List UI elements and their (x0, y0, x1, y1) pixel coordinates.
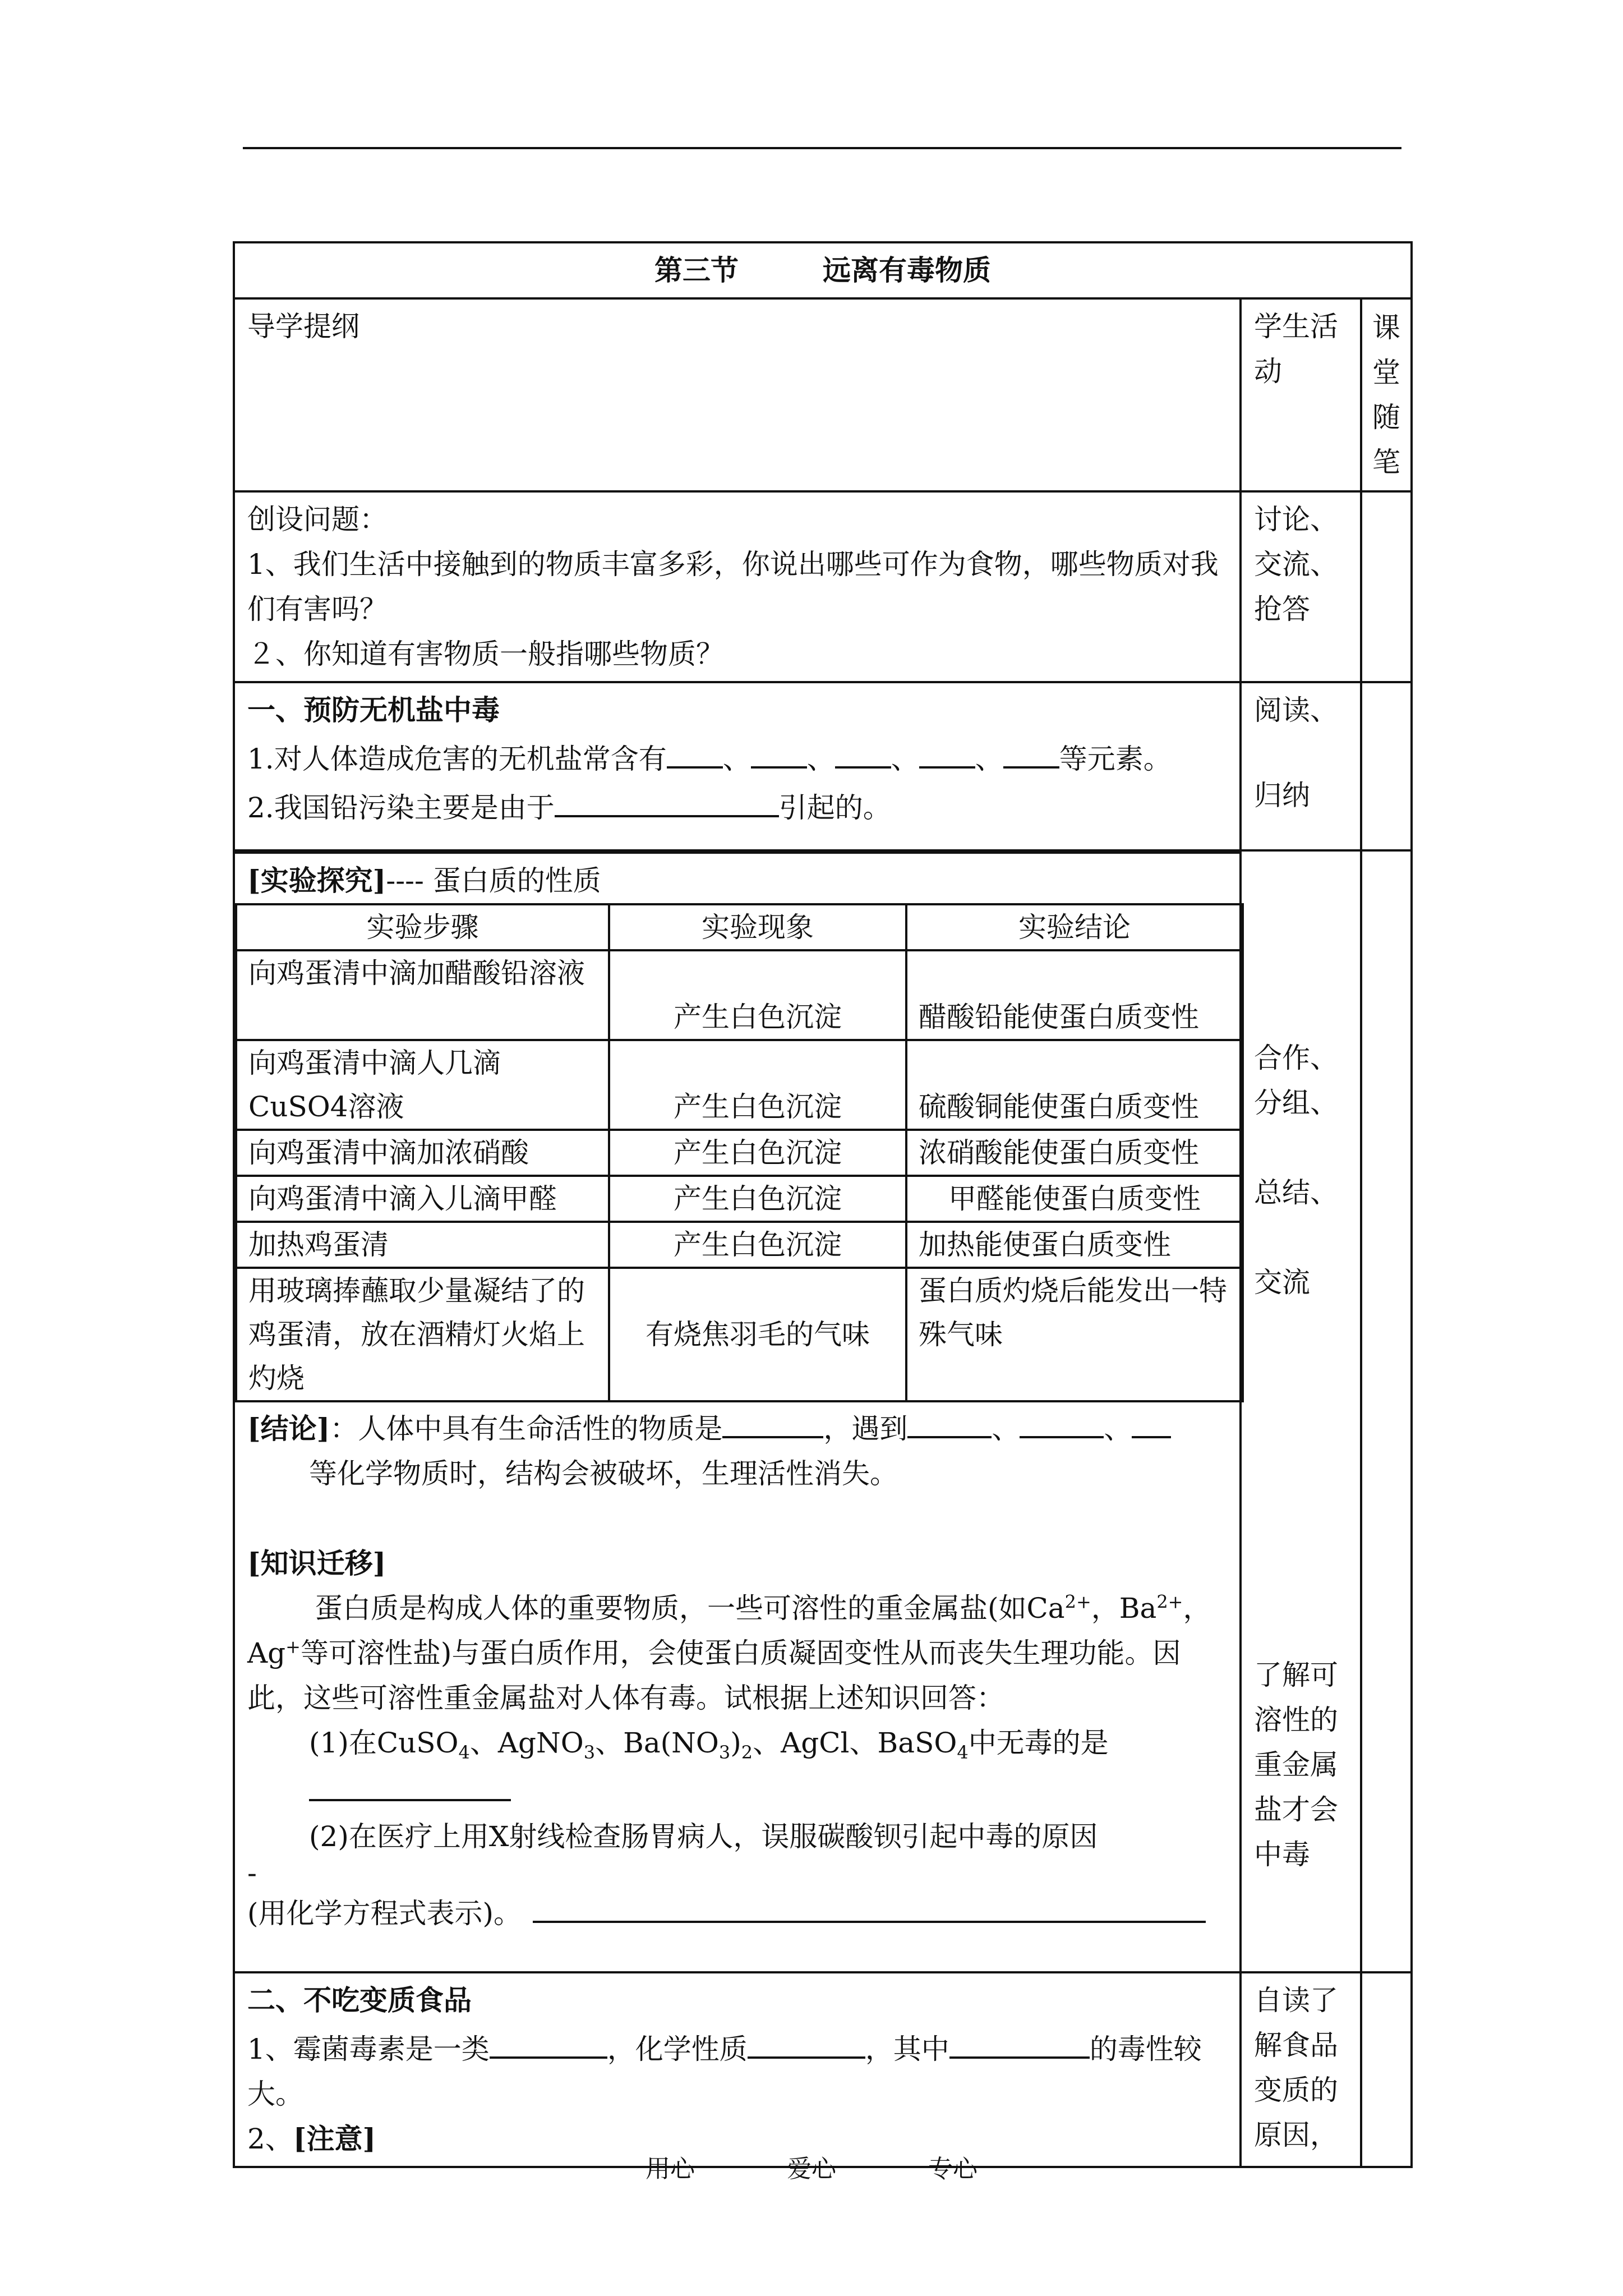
section2-heading: 二、不吃变质食品 (247, 1984, 472, 2017)
s2q1-text: 1、霉菌毒素是一类 (247, 2033, 490, 2065)
sep: 、 (722, 743, 751, 775)
title-row (234, 242, 1412, 298)
lesson-table (233, 241, 1413, 2168)
conclusion-text: 醋酸铅能使蛋白质变性 (919, 1001, 1199, 1033)
page-title (234, 242, 1412, 298)
s2q2-label: [注意] (293, 2122, 376, 2155)
transfer-label: [知识迁移] (247, 1547, 386, 1580)
blank (1132, 1402, 1171, 1438)
table-row (236, 1176, 1243, 1222)
blank (309, 1765, 511, 1801)
conclusion-cell (906, 950, 1243, 1040)
s1q1-text: 1.对人体造成危害的无机盐常含有 (247, 743, 667, 775)
blank (533, 1887, 1206, 1923)
formula-text: 、Ba(NO (595, 1727, 719, 1759)
conclusion-text: 硫酸铜能使蛋白质变性 (919, 1091, 1199, 1123)
conclusion-cell (906, 1040, 1243, 1130)
phenomenon-cell: 有烧焦羽毛的气味 (609, 1268, 906, 1401)
header-row (234, 298, 1412, 491)
table-row (236, 950, 1243, 1040)
phenomenon-cell (609, 1040, 906, 1130)
intro-activity: 讨论、交流、抢答 (1241, 491, 1361, 682)
sep: 、 (1104, 1412, 1132, 1445)
subscript: 3 (583, 1742, 596, 1763)
phenomenon-text: 产生白色沉淀 (674, 1091, 842, 1123)
conclusion-text1: ：人体中具有生命活性的物质是 (330, 1412, 723, 1445)
formula-text: (1)在CuSO (309, 1727, 459, 1759)
activity-line: 阅读、 (1254, 694, 1338, 726)
section1-row (234, 682, 1412, 850)
table-row (236, 1040, 1243, 1130)
phenomenon-cell: 产生白色沉淀 (609, 1130, 906, 1176)
conclusion-cell: 蛋白质灼烧后能发出一特殊气味 (906, 1268, 1243, 1401)
superscript: 2+ (1156, 1591, 1183, 1613)
s1q1-end: 等元素。 (1059, 743, 1172, 775)
table-row (236, 1222, 1243, 1268)
notes-header: 课堂随笔 (1361, 298, 1412, 491)
blank (667, 733, 723, 769)
phenomenon-cell: 产生白色沉淀 (609, 1222, 906, 1268)
activity-line: 合作、 (1254, 1042, 1338, 1074)
step-cell: 用玻璃捧蘸取少量凝结了的鸡蛋清，放在酒精灯火焰上灼烧 (236, 1268, 609, 1401)
formula-text: 、AgCl、BaSO (753, 1727, 957, 1759)
s2q1-text: ，其中 (865, 2033, 949, 2065)
experiment-heading (235, 852, 1239, 903)
blank (490, 2023, 607, 2059)
section2-notes (1361, 1972, 1412, 2167)
footer-word: 用心 (645, 2155, 695, 2183)
experiment-notes (1361, 850, 1412, 1972)
s2q1-text: 的毒性较大。 (247, 2033, 1202, 2110)
transfer-text: ，Ba (1091, 1592, 1157, 1625)
experiment-activity (1241, 850, 1361, 1972)
s1q2-text: 2.我国铅污染主要是由于 (247, 792, 555, 824)
transfer-question-1 (247, 1720, 1227, 1814)
formula-text: 、AgNO (469, 1727, 584, 1759)
sep: 、 (975, 743, 1003, 775)
blank (722, 1402, 823, 1438)
intro-cell (234, 491, 1241, 682)
transfer-question-2-answer (247, 1887, 1227, 1936)
subscript: 4 (957, 1742, 969, 1763)
outline-header: 导学提纲 (234, 298, 1241, 491)
section1-notes (1361, 682, 1412, 850)
equation-prompt: (用化学方程式表示)。 (247, 1897, 522, 1930)
activity-line: 交流 (1254, 1266, 1310, 1299)
blank (1020, 1402, 1104, 1438)
experiment-cell (234, 850, 1241, 1972)
conclusion-cell: 甲醛能使蛋白质变性 (906, 1176, 1243, 1222)
footer-word: 专心 (928, 2155, 978, 2183)
section2-row (234, 1972, 1412, 2167)
intro-notes (1361, 491, 1412, 682)
transfer-text: ，Ag (247, 1592, 1211, 1669)
blank (555, 781, 779, 817)
intro-row (234, 491, 1412, 682)
step-cell: 向鸡蛋清中滴加浓硝酸 (236, 1130, 609, 1176)
section1-question-2 (247, 781, 1227, 830)
intro-question-1: 1、我们生活中接触到的物质丰富多彩，你说出哪些可作为食物，哪些物质对我们有害吗？ (247, 548, 1219, 625)
intro-question-2: ２、你知道有害物质一般指哪些物质？ (247, 638, 724, 670)
phenomenon-text: 产生白色沉淀 (674, 1001, 842, 1033)
table-row (236, 1130, 1243, 1176)
column-header: 实验结论 (906, 904, 1243, 950)
blank (751, 733, 807, 769)
sep: 、 (891, 743, 919, 775)
column-header: 实验现象 (609, 904, 906, 950)
step-cell: 向鸡蛋清中滴入儿滴甲醛 (236, 1176, 609, 1222)
subscript: 4 (458, 1742, 470, 1763)
blank (907, 1402, 992, 1438)
header-rule (243, 147, 1401, 149)
blank (949, 2023, 1090, 2059)
experiment-table (235, 903, 1244, 1402)
section1-activity (1241, 682, 1361, 850)
transfer-text: 蛋白质是构成人体的重要物质，一些可溶性的重金属盐(如Ca (315, 1592, 1065, 1625)
transfer-text: 等可溶性盐)与蛋白质作用，会使蛋白质凝固变性从而丧失生理功能。因此，这些可溶性重金属盐对人体有毒。试根据上述知识回答： (247, 1637, 1181, 1714)
superscript: 2+ (1064, 1591, 1091, 1613)
column-header: 实验步骤 (236, 904, 609, 950)
step-cell: 向鸡蛋清中滴人几滴CuSO4溶液 (236, 1040, 609, 1130)
phenomenon-cell: 产生白色沉淀 (609, 1176, 906, 1222)
conclusion-text3: 等化学物质时，结构会被破坏，生理活性消失。 (309, 1457, 898, 1490)
section-title: 远离有毒物质 (823, 254, 991, 287)
intro-heading: 创设问题： (247, 503, 388, 536)
experiment-row (234, 850, 1412, 1972)
sep: 、 (806, 743, 835, 775)
section1-cell (234, 682, 1241, 850)
table-row (236, 1268, 1243, 1401)
blank (919, 733, 975, 769)
page-footer (0, 2148, 1623, 2184)
conclusion-cell: 浓硝酸能使蛋白质变性 (906, 1130, 1243, 1176)
conclusion-text2: ，遇到 (823, 1412, 908, 1445)
activity-line: 归纳 (1254, 779, 1310, 812)
phenomenon-cell (609, 950, 906, 1040)
activity-header: 学生活动 (1241, 298, 1361, 491)
blank (748, 2023, 865, 2059)
section2-cell (234, 1972, 1241, 2167)
section1-question-1 (247, 733, 1227, 781)
formula-text: ) (730, 1727, 741, 1759)
section-number: 第三节 (654, 254, 739, 287)
step-cell: 向鸡蛋清中滴加醋酸铅溶液 (236, 950, 609, 1040)
dash-mark: - (247, 1857, 257, 1889)
activity-line: 分组、 (1254, 1087, 1338, 1119)
section2-activity: 自读了解食品变质的原因， (1241, 1972, 1361, 2167)
s2q2-num: 2、 (247, 2123, 293, 2155)
step-cell: 加热鸡蛋清 (236, 1222, 609, 1268)
experiment-header-row (236, 904, 1243, 950)
subscript: 3 (718, 1742, 731, 1763)
conclusion-line (247, 1402, 1227, 1451)
experiment-label: [实验探究] (247, 864, 386, 897)
section1-heading: 一、预防无机盐中毒 (247, 693, 500, 726)
blank (835, 733, 891, 769)
experiment-subtitle: ---- 蛋白质的性质 (386, 864, 601, 897)
transfer-paragraph (247, 1586, 1227, 1720)
footer-word: 爱心 (787, 2155, 836, 2183)
section2-question-1 (247, 2023, 1227, 2116)
transfer-activity: 了解可溶性的重金属盐才会中毒 (1254, 1659, 1338, 1871)
transfer-question-2: (2)在医疗上用X射线检查肠胃病人，误服碳酸钡引起中毒的原因 (309, 1820, 1098, 1853)
conclusion-label: [结论] (247, 1412, 330, 1445)
subscript: 2 (741, 1742, 753, 1763)
blank (1003, 733, 1059, 769)
s2q1-text: ，化学性质 (607, 2033, 748, 2065)
superscript: + (285, 1636, 301, 1658)
formula-text: 中无毒的是 (968, 1727, 1109, 1759)
conclusion-cell: 加热能使蛋白质变性 (906, 1222, 1243, 1268)
sep: 、 (992, 1412, 1020, 1445)
s1q2-end: 引起的。 (778, 792, 891, 824)
activity-line: 总结、 (1254, 1176, 1338, 1209)
